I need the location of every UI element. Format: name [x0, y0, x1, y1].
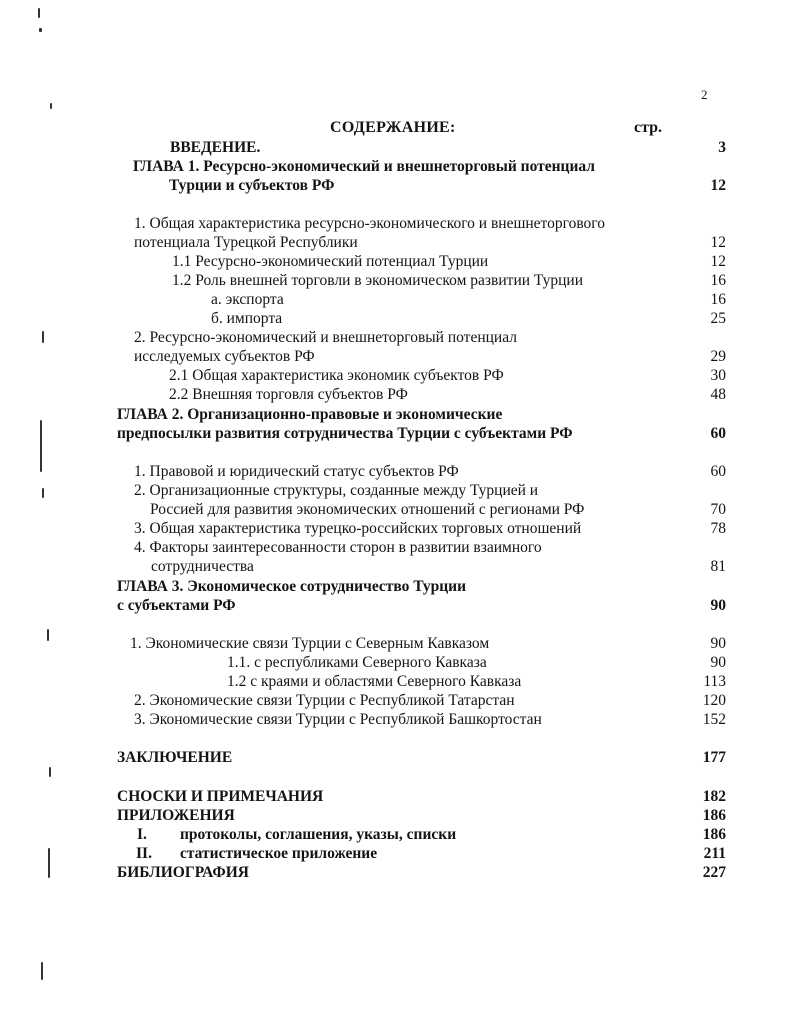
- toc-entry-1-2-cont[interactable]: исследуемых субъектов РФ: [134, 348, 315, 365]
- toc-entry-1-1-cont[interactable]: потенциала Турецкой Республики: [134, 234, 358, 251]
- toc-page-chapter-1: 12: [710, 177, 726, 194]
- toc-entry-introduction[interactable]: ВВЕДЕНИЕ.: [170, 139, 261, 156]
- scan-speck: [41, 962, 43, 980]
- toc-page-introduction: 3: [718, 139, 726, 156]
- toc-page-3-1: 90: [710, 635, 726, 652]
- toc-page-notes: 182: [702, 788, 726, 805]
- toc-entry-appendices[interactable]: ПРИЛОЖЕНИЯ: [117, 807, 235, 824]
- toc-page-1-2-1: 30: [710, 367, 726, 384]
- scan-speck: [42, 331, 44, 343]
- toc-page-bibliography: 227: [702, 864, 726, 881]
- toc-entry-2-4-cont[interactable]: сотрудничества: [151, 558, 254, 575]
- toc-entry-2-2[interactable]: 2. Организационные структуры, созданные между Турцией и: [134, 482, 539, 499]
- toc-entry-conclusion[interactable]: ЗАКЛЮЧЕНИЕ: [117, 749, 233, 766]
- toc-entry-chapter-1[interactable]: ГЛАВА 1. Ресурсно-экономический и внешнеторговый потенциал: [133, 158, 596, 175]
- toc-page-chapter-3: 90: [710, 597, 726, 614]
- toc-entry-bibliography[interactable]: БИБЛИОГРАФИЯ: [117, 864, 249, 881]
- toc-entry-1-1[interactable]: 1. Общая характеристика ресурсно-экономического и внешнеторгового: [134, 215, 606, 232]
- scan-speck: [47, 629, 49, 641]
- toc-page-import: 25: [710, 310, 726, 327]
- toc-entry-3-1-1[interactable]: 1.1. с республиками Северного Кавказа: [227, 654, 487, 671]
- toc-entry-appendix-1[interactable]: протоколы, соглашения, указы, списки: [180, 826, 457, 843]
- toc-entry-2-2-cont[interactable]: Россией для развития экономических отношений с регионами РФ: [150, 501, 585, 518]
- toc-entry-2-1[interactable]: 1. Правовой и юридический статус субъектов РФ: [134, 463, 459, 480]
- toc-entry-1-2-2[interactable]: 2.2 Внешняя торговля субъектов РФ: [169, 386, 408, 403]
- toc-entry-chapter-3-cont[interactable]: с субъектами РФ: [117, 597, 236, 614]
- toc-page-1-1: 12: [710, 234, 726, 251]
- page-number: 2: [701, 87, 708, 102]
- toc-page-appendices: 186: [702, 807, 726, 824]
- toc-entry-import[interactable]: б. импорта: [211, 310, 283, 327]
- toc-page-chapter-2: 60: [710, 425, 726, 442]
- toc-entry-export[interactable]: а. экспорта: [211, 291, 284, 308]
- toc-page-1-1-1: 12: [710, 253, 726, 270]
- toc-page-appendix-1: 186: [702, 826, 726, 843]
- toc-page-3-3: 152: [702, 711, 726, 728]
- scan-speck: [39, 28, 42, 32]
- toc-entry-notes[interactable]: СНОСКИ И ПРИМЕЧАНИЯ: [117, 788, 324, 805]
- toc-entry-chapter-1-cont[interactable]: Турции и субъектов РФ: [169, 177, 335, 194]
- toc-page-1-1-2: 16: [710, 272, 726, 289]
- toc-page-conclusion: 177: [702, 749, 726, 766]
- toc-entry-chapter-2-cont[interactable]: предпосылки развития сотрудничества Турции с субъектами РФ: [117, 425, 573, 442]
- toc-entry-2-3[interactable]: 3. Общая характеристика турецко-российских торговых отношений: [134, 520, 582, 537]
- toc-page-3-1-2: 113: [703, 673, 726, 690]
- toc-entry-2-4[interactable]: 4. Факторы заинтересованности сторон в развитии взаимного: [134, 539, 542, 556]
- toc-page-export: 16: [710, 291, 726, 308]
- scan-speck: [50, 103, 52, 109]
- toc-entry-1-1-1[interactable]: 1.1 Ресурсно-экономический потенциал Турции: [172, 253, 489, 270]
- toc-page-1-2: 29: [710, 348, 726, 365]
- toc-page-3-1-1: 90: [710, 654, 726, 671]
- toc-page-1-2-2: 48: [710, 386, 726, 403]
- scan-speck: [42, 488, 44, 498]
- toc-entry-1-2[interactable]: 2. Ресурсно-экономический и внешнеторговый потенциал: [134, 329, 517, 346]
- toc-entry-3-2[interactable]: 2. Экономические связи Турции с Республикой Татарстан: [134, 692, 515, 709]
- toc-entry-chapter-3[interactable]: ГЛАВА 3. Экономическое сотрудничество Турции: [117, 578, 467, 595]
- toc-page-2-4: 81: [710, 558, 726, 575]
- toc-page-3-2: 120: [702, 692, 726, 709]
- toc-page-2-3: 78: [710, 520, 726, 537]
- toc-entry-appendix-2-numeral: II.: [136, 845, 152, 862]
- toc-page-2-2: 70: [710, 501, 726, 518]
- toc-entry-3-1[interactable]: 1. Экономические связи Турции с Северным Кавказом: [130, 635, 490, 652]
- scan-speck: [49, 767, 51, 777]
- toc-page-appendix-2: 211: [703, 845, 726, 862]
- toc-entry-3-1-2[interactable]: 1.2 с краями и областями Северного Кавказа: [227, 673, 522, 690]
- toc-title: СОДЕРЖАНИЕ:: [330, 119, 456, 136]
- toc-entry-appendix-2[interactable]: статистическое приложение: [180, 845, 378, 862]
- scan-speck: [40, 420, 42, 472]
- toc-entry-1-1-2[interactable]: 1.2 Роль внешней торговли в экономическом развитии Турции: [172, 272, 583, 289]
- scan-speck: [48, 848, 50, 878]
- toc-entry-3-3[interactable]: 3. Экономические связи Турции с Республикой Башкортостан: [134, 711, 542, 728]
- scan-speck: [38, 8, 40, 18]
- toc-entry-1-2-1[interactable]: 2.1 Общая характеристика экономик субъектов РФ: [169, 367, 504, 384]
- page-column-label: стр.: [634, 119, 663, 136]
- toc-entry-appendix-1-numeral: I.: [137, 826, 147, 843]
- toc-entry-chapter-2[interactable]: ГЛАВА 2. Организационно-правовые и экономические: [117, 406, 503, 423]
- toc-page-2-1: 60: [710, 463, 726, 480]
